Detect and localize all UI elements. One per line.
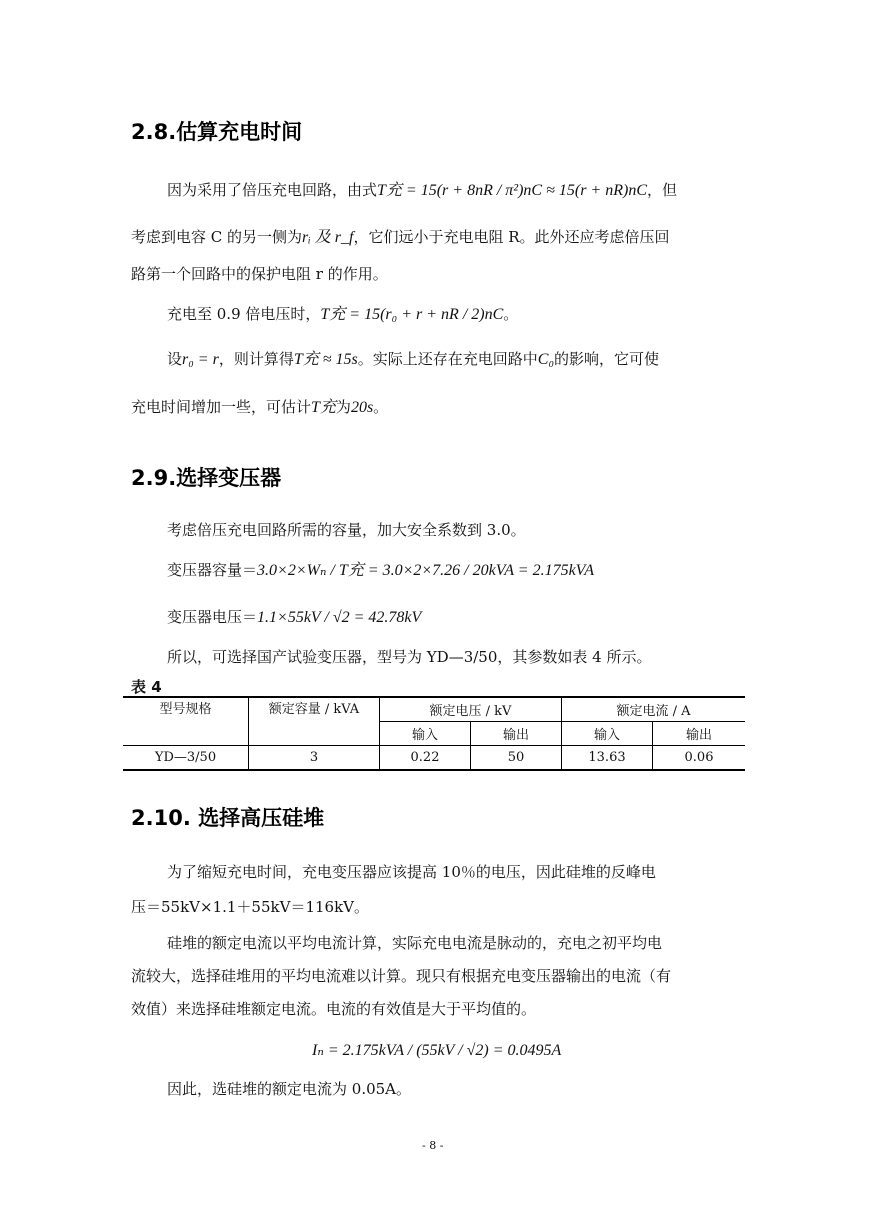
subheader-voltage-input: 输入 xyxy=(380,722,471,746)
paragraph-line xyxy=(167,180,677,201)
formula-c0: C₀ xyxy=(537,351,555,368)
table-caption: 表 4 xyxy=(131,678,162,696)
text: 考虑到电容 C 的另一侧为 xyxy=(131,228,303,246)
paragraph-line xyxy=(167,560,594,581)
paragraph-line xyxy=(131,397,388,418)
paragraph-line: 所以，可选择国产试验变压器，型号为 YD—3/50，其参数如表 4 所示。 xyxy=(167,648,652,666)
paragraph-line: 为了缩短充电时间，充电变压器应该提高 10％的电压，因此硅堆的反峰电 xyxy=(167,863,656,881)
header-current: 额定电流 / A xyxy=(562,697,746,722)
paragraph-line xyxy=(312,1040,561,1061)
formula-t-15s: T充 ≈ 15s xyxy=(293,351,358,368)
header-voltage: 额定电压 / kV xyxy=(380,697,562,722)
text: 的影响，它可使 xyxy=(554,350,660,368)
text: 变压器容量＝ xyxy=(167,561,258,579)
formula-resistors: rᵢ 及 r_f xyxy=(302,229,354,246)
header-model: 型号规格 xyxy=(123,697,249,746)
text: 因为采用了倍压充电回路，由式 xyxy=(167,181,378,199)
cell-voltage-output: 50 xyxy=(471,746,562,771)
formula-charge-09: T充 = 15(r₀ + r + nR / 2)nC xyxy=(320,306,504,323)
text: 设 xyxy=(167,350,183,368)
section-2-9-title: 2.9.选择变压器 xyxy=(131,466,282,490)
subheader-voltage-output: 输出 xyxy=(471,722,562,746)
paragraph-line: 硅堆的额定电流以平均电流计算，实际充电电流是脉动的，充电之初平均电 xyxy=(167,934,663,952)
paragraph-line: 因此，选硅堆的额定电流为 0.05A。 xyxy=(167,1080,412,1098)
paragraph-line xyxy=(167,607,421,628)
paragraph-line: 路第一个回路中的保护电阻 r 的作用。 xyxy=(131,265,388,283)
text: 为 xyxy=(335,398,351,416)
cell-model: YD—3/50 xyxy=(123,746,249,771)
section-2-10-title: 2.10. 选择高压硅堆 xyxy=(131,806,325,830)
cell-capacity: 3 xyxy=(249,746,380,771)
header-capacity: 额定容量 / kVA xyxy=(249,697,380,746)
text: ，则计算得 xyxy=(218,350,294,368)
cell-current-input: 13.63 xyxy=(562,746,653,771)
paragraph-line: 压＝55kV×1.1＋55kV＝116kV。 xyxy=(131,898,369,916)
paragraph-line xyxy=(167,349,659,370)
text: 。 xyxy=(373,398,389,416)
paragraph-line: 流较大，选择硅堆用的平均电流难以计算。现只有根据充电变压器输出的电流（有 xyxy=(131,967,672,985)
cell-current-output: 0.06 xyxy=(653,746,746,771)
paragraph-line: 效值）来选择硅堆额定电流。电流的有效值是大于平均值的。 xyxy=(131,1000,537,1018)
formula-rated-current: Iₙ = 2.175kVA / (55kV / √2) = 0.0495A xyxy=(312,1042,562,1059)
formula-r0: r₀ = r xyxy=(182,351,219,368)
formula-20s: 20s xyxy=(350,399,374,416)
text: 。实际上还存在充电回路中 xyxy=(357,350,538,368)
formula-t: T充 xyxy=(311,399,336,416)
formula-charge-time: T充 = 15(r + 8nR / π²)nC ≈ 15(r + nR)nC xyxy=(377,182,648,199)
text: 充电至 0.9 倍电压时， xyxy=(167,305,321,323)
text: ，但 xyxy=(647,181,678,199)
paragraph-line xyxy=(131,227,670,248)
text: ，它们远小于充电电阻 R。此外还应考虑倍压回 xyxy=(353,228,670,246)
text: 充电时间增加一些，可估计 xyxy=(131,398,312,416)
paragraph-line: 考虑倍压充电回路所需的容量，加大安全系数到 3.0。 xyxy=(167,521,526,539)
page-number: - 8 - xyxy=(422,1139,444,1152)
subheader-current-input: 输入 xyxy=(562,722,653,746)
formula-transformer-voltage: 1.1×55kV / √2 = 42.78kV xyxy=(257,609,422,626)
cell-voltage-input: 0.22 xyxy=(380,746,471,771)
section-2-8-title: 2.8.估算充电时间 xyxy=(131,120,303,144)
formula-transformer-capacity: 3.0×2×Wₙ / T充 = 3.0×2×7.26 / 20kVA = 2.175kVA xyxy=(257,562,595,579)
table-row xyxy=(123,746,745,771)
text: 变压器电压＝ xyxy=(167,608,258,626)
transformer-parameters-table xyxy=(123,696,745,771)
table-header-row xyxy=(123,697,745,722)
paragraph-line xyxy=(167,304,518,325)
text: 。 xyxy=(503,305,519,323)
subheader-current-output: 输出 xyxy=(653,722,746,746)
